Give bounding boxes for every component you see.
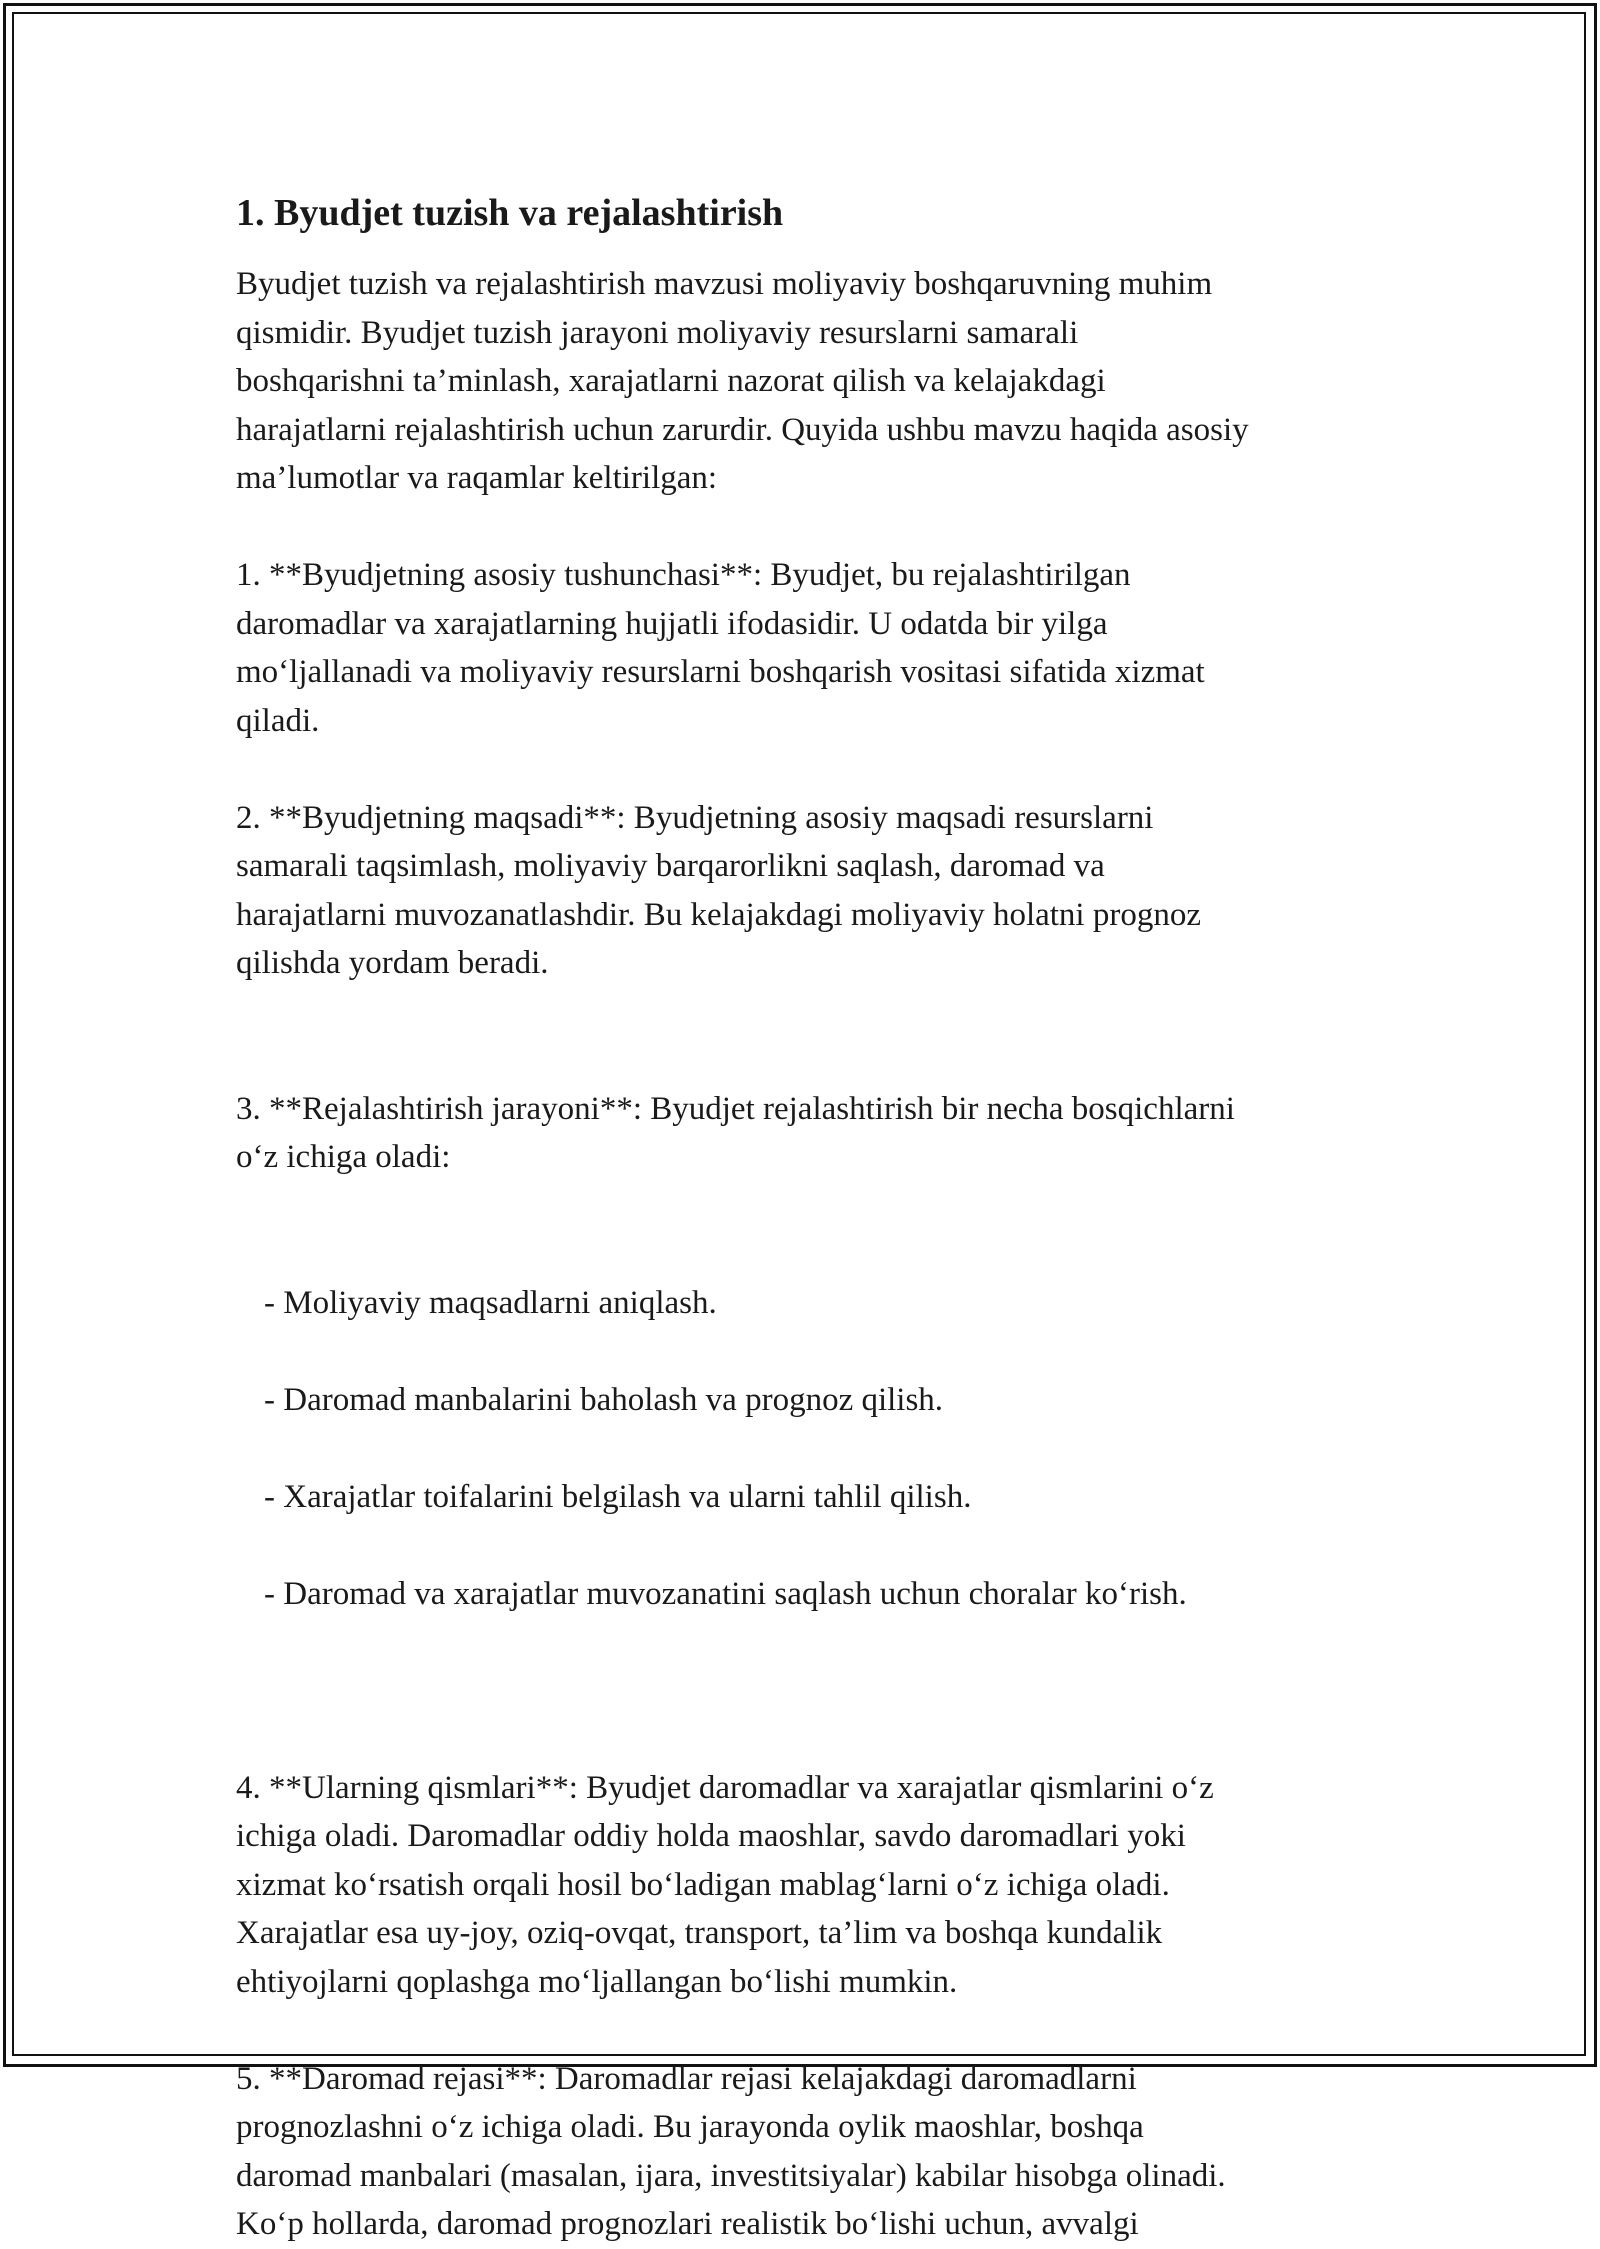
- intro-paragraph: Byudjet tuzish va rejalashtirish mavzusi moliyaviy boshqaruvning muhim qismidir. Byudjet tuzish jarayoni moliyaviy resurslarni samarali boshqarishni ta’minlash, xarajatlarni nazorat qilish va kelajakdagi harajatlarni rejalashtirish uchun zarurdir. Quyida ushbu mavzu haqida asosiy ma’lumotlar va raqamlar keltirilgan:: [236, 266, 1249, 496]
- section-1-paragraph: 1. **Byudjetning asosiy tushunchasi**: Byudjet, bu rejalashtirilgan daromadlar va xarajatlarning hujjatli ifodasidir. U odatda bir yilga mo‘ljallanadi va moliyaviy resurslarni boshqarish vositasi sifatida xizmat qiladi.: [236, 557, 1205, 739]
- section-3-block: [236, 1036, 1376, 1715]
- bullet-item: - Daromad va xarajatlar muvozanatini saqlash uchun choralar ko‘rish.: [264, 1575, 1187, 1612]
- document-page: [236, 186, 1376, 2249]
- section-5-paragraph: 5. **Daromad rejasi**: Daromadlar rejasi kelajakdagi daromadlarni prognozlashni o‘z ichiga oladi. Bu jarayonda oylik maoshlar, boshqa daromad manbalari (masalan, ijara, investitsiyalar) kabilar hisobga olinadi. Ko‘p hollarda, daromad prognozlari realistik bo‘lishi uchun, avvalgi: [236, 2060, 1226, 2242]
- section-3-bullet-list: [236, 1230, 1376, 1667]
- section-2-paragraph: 2. **Byudjetning maqsadi**: Byudjetning asosiy maqsadi resurslarni samarali taqsimlash, moliyaviy barqarorlikni saqlash, daromad va harajatlarni muvozanatlashdir. Bu kelajakdagi moliyaviy holatni prognoz qilishda yordam beradi.: [236, 799, 1201, 981]
- section-3-lead: 3. **Rejalashtirish jarayoni**: Byudjet rejalashtirish bir necha bosqichlarni o‘z ichiga oladi:: [236, 1090, 1235, 1175]
- section-4-paragraph: 4. **Ularning qismlari**: Byudjet daromadlar va xarajatlar qismlarini o‘z ichiga oladi. Daromadlar oddiy holda maoshlar, savdo daromadlari yoki xizmat ko‘rsatish orqali hosil bo‘ladigan mablag‘larni o‘z ichiga oladi. Xarajatlar esa uy-joy, oziq-ovqat, transport, ta’lim va boshqa kundalik ehtiyojlarni qoplashga mo‘ljallangan bo‘lishi mumkin.: [236, 1769, 1214, 2000]
- bullet-item: - Xarajatlar toifalarini belgilash va ularni tahlil qilish.: [264, 1478, 972, 1515]
- bullet-item: - Moliyaviy maqsadlarni aniqlash.: [264, 1284, 717, 1321]
- document-title: 1. Byudjet tuzish va rejalashtirish: [236, 192, 784, 234]
- bullet-item: - Daromad manbalarini baholash va prognoz qilish.: [264, 1381, 944, 1418]
